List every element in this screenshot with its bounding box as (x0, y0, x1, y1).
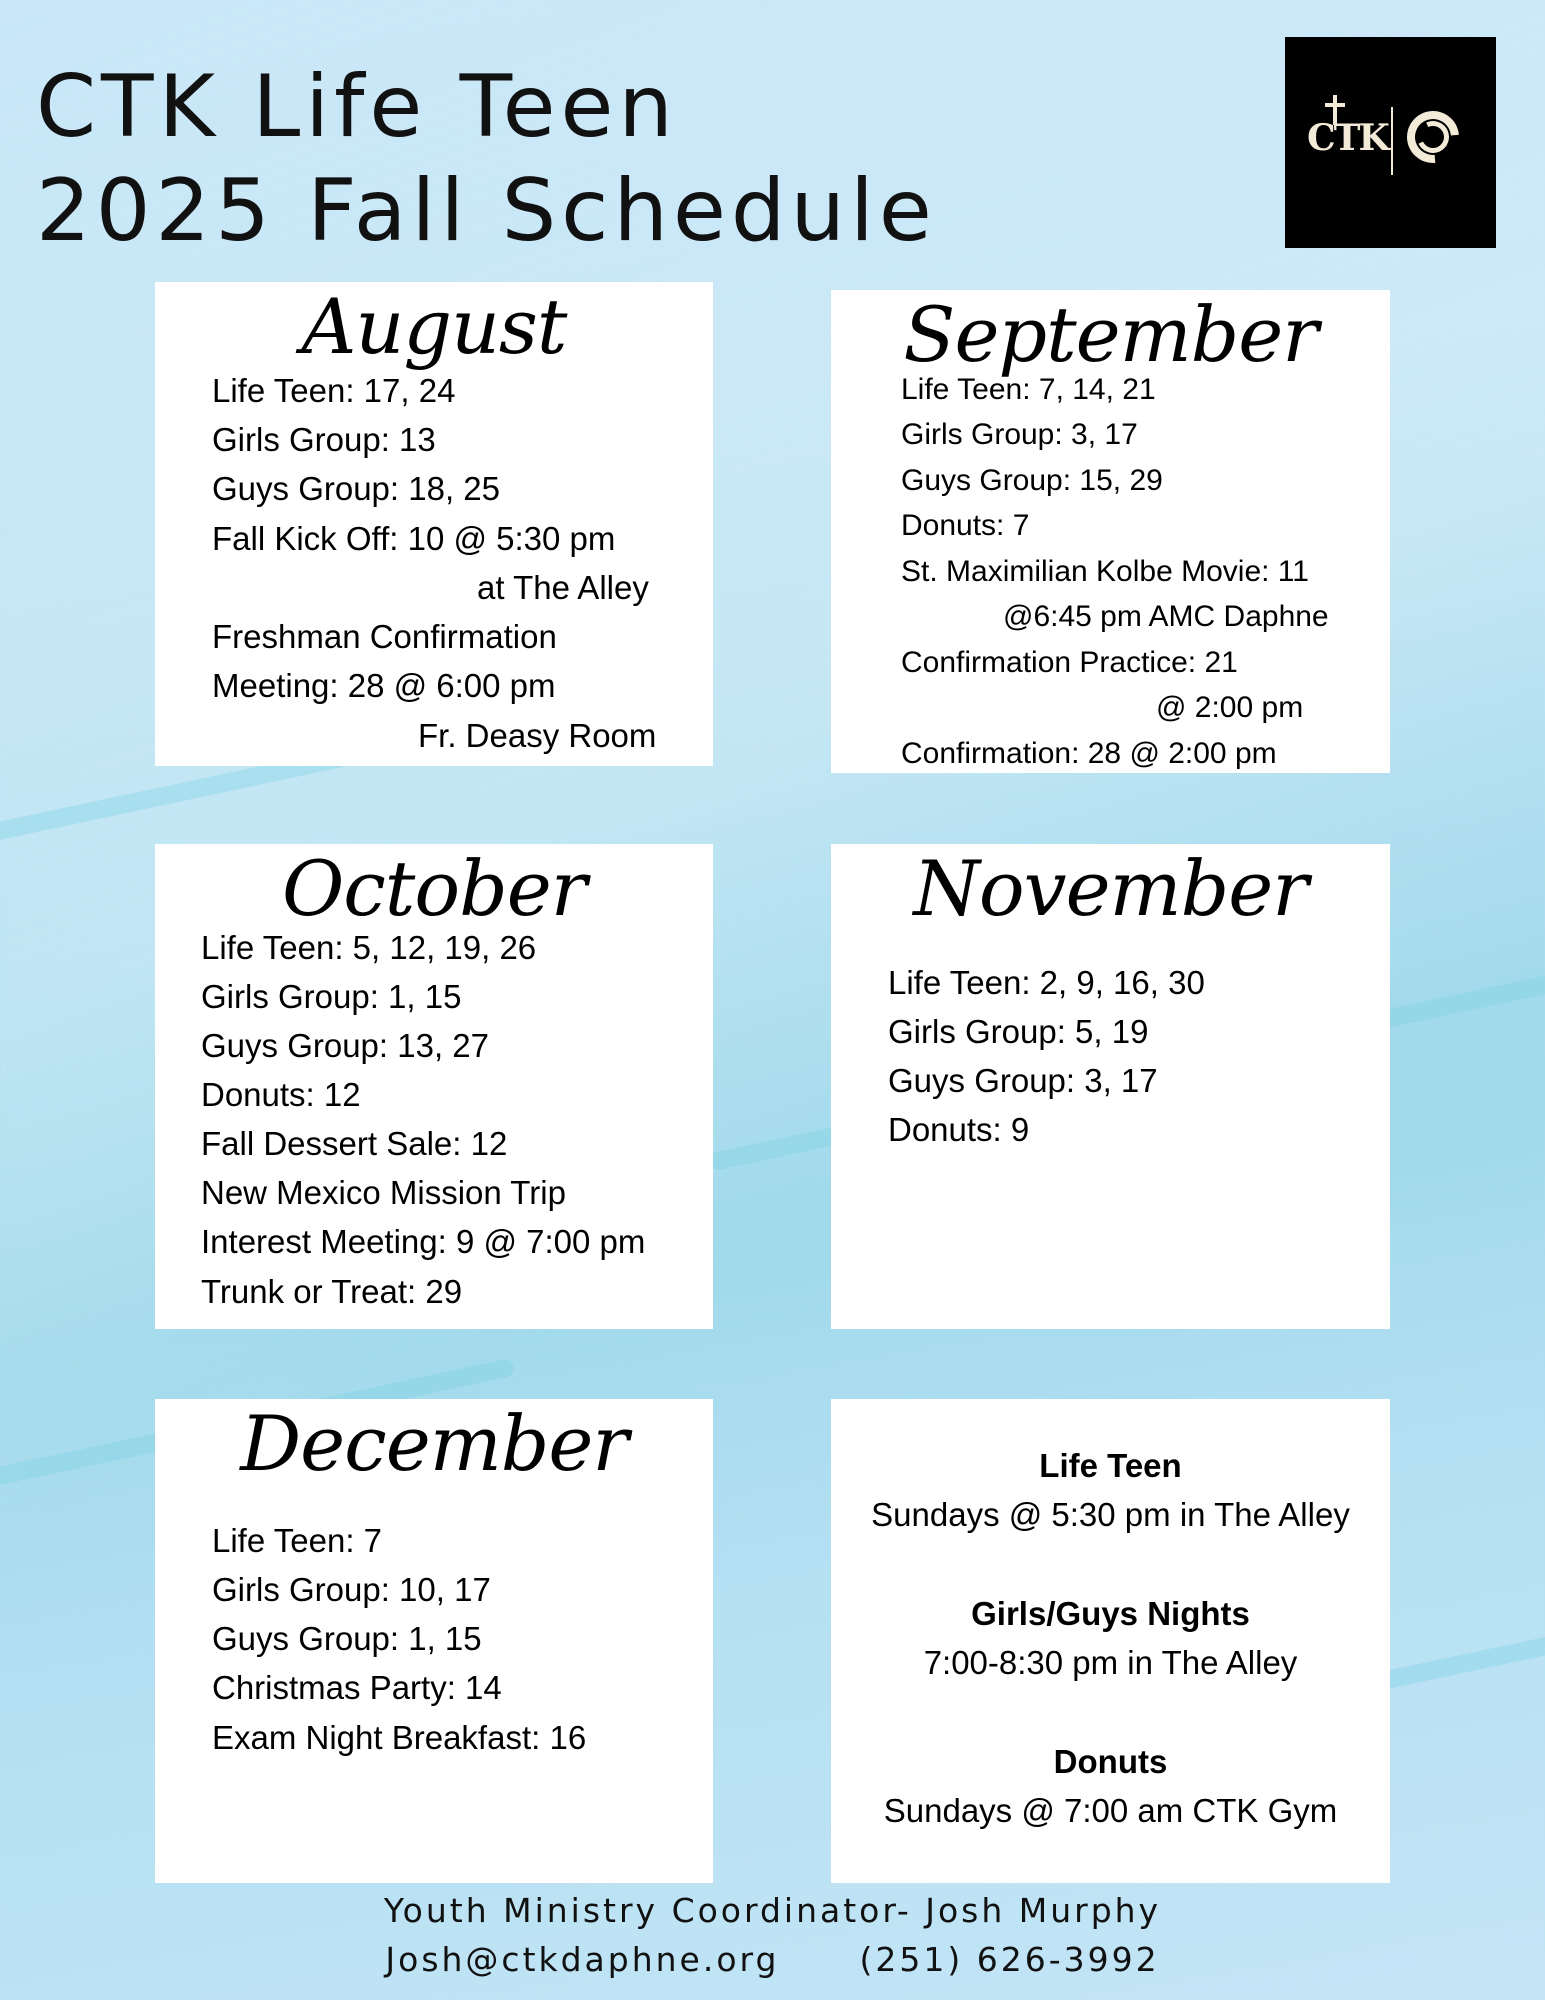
schedule-line: St. Maximilian Kolbe Movie: 11 (901, 555, 1309, 588)
month-title: September (903, 290, 1318, 379)
month-title: November (913, 844, 1308, 933)
schedule-line: Trunk or Treat: 29 (201, 1273, 463, 1310)
ctk-logo-icon (1285, 37, 1496, 248)
footer-email[interactable]: Josh@ctkdaphne.org (385, 1940, 780, 1979)
schedule-line: New Mexico Mission Trip (201, 1174, 566, 1211)
schedule-line: @6:45 pm AMC Daphne (1003, 600, 1329, 633)
schedule-line: Life Teen: 17, 24 (212, 372, 456, 409)
schedule-line: Donuts: 9 (888, 1111, 1030, 1148)
logo-text: CTK (1307, 117, 1388, 159)
schedule-line: Life Teen: 7 (212, 1522, 383, 1559)
schedule-line: Life Teen: 2, 9, 16, 30 (888, 964, 1205, 1001)
title-line-2: 2025 Fall Schedule (36, 161, 937, 261)
schedule-line: Fall Dessert Sale: 12 (201, 1125, 508, 1162)
schedule-line: Guys Group: 18, 25 (212, 470, 500, 507)
card-december (155, 1399, 713, 1883)
schedule-line: Guys Group: 3, 17 (888, 1062, 1158, 1099)
schedule-line: Girls Group: 3, 17 (901, 418, 1138, 451)
schedule-line: Donuts: 12 (201, 1076, 361, 1113)
footer-phone[interactable]: (251) 626-3992 (859, 1940, 1160, 1979)
schedule-line: Fall Kick Off: 10 @ 5:30 pm (212, 520, 616, 557)
schedule-line: Confirmation: 28 @ 2:00 pm (901, 737, 1277, 770)
info-time-nights: 7:00-8:30 pm in The Alley (923, 1644, 1298, 1681)
schedule-line: Girls Group: 10, 17 (212, 1571, 491, 1608)
schedule-line: Freshman Confirmation (212, 618, 557, 655)
footer-coordinator: Youth Ministry Coordinator- Josh Murphy (383, 1891, 1162, 1930)
schedule-line: Interest Meeting: 9 @ 7:00 pm (201, 1223, 646, 1260)
info-heading-life-teen: Life Teen (1039, 1447, 1182, 1484)
card-august (155, 282, 713, 766)
schedule-line: Girls Group: 5, 19 (888, 1013, 1149, 1050)
title-line-1: CTK Life Teen (36, 57, 678, 157)
schedule-line: Fr. Deasy Room (418, 717, 657, 754)
schedule-line: Guys Group: 13, 27 (201, 1027, 489, 1064)
schedule-line: Girls Group: 13 (212, 421, 436, 458)
schedule-line: Girls Group: 1, 15 (201, 978, 462, 1015)
card-october (155, 844, 713, 1329)
month-title: August (301, 282, 567, 371)
schedule-line: Guys Group: 15, 29 (901, 464, 1163, 497)
schedule-line: Confirmation Practice: 21 (901, 646, 1238, 679)
info-heading-donuts: Donuts (1053, 1743, 1168, 1780)
card-weekly-info (831, 1399, 1390, 1883)
schedule-line: Donuts: 7 (901, 509, 1030, 542)
card-november (831, 844, 1390, 1329)
month-title: December (240, 1399, 628, 1488)
page-title (36, 55, 937, 263)
info-time-donuts: Sundays @ 7:00 am CTK Gym (883, 1792, 1338, 1829)
info-heading-nights: Girls/Guys Nights (971, 1595, 1250, 1632)
schedule-line: Life Teen: 7, 14, 21 (901, 373, 1156, 406)
schedule-line: @ 2:00 pm (1156, 691, 1304, 724)
schedule-line: at The Alley (477, 569, 649, 606)
schedule-line: Meeting: 28 @ 6:00 pm (212, 667, 556, 704)
cross-bar (1325, 103, 1345, 107)
card-september (831, 290, 1390, 773)
info-time-life-teen: Sundays @ 5:30 pm in The Alley (871, 1496, 1350, 1533)
footer-contact (0, 1940, 1545, 1979)
month-title: October (281, 844, 587, 933)
logo-divider (1391, 107, 1393, 175)
schedule-line: Exam Night Breakfast: 16 (212, 1719, 587, 1756)
schedule-line: Christmas Party: 14 (212, 1669, 502, 1706)
schedule-line: Guys Group: 1, 15 (212, 1620, 482, 1657)
schedule-line: Life Teen: 5, 12, 19, 26 (201, 929, 537, 966)
